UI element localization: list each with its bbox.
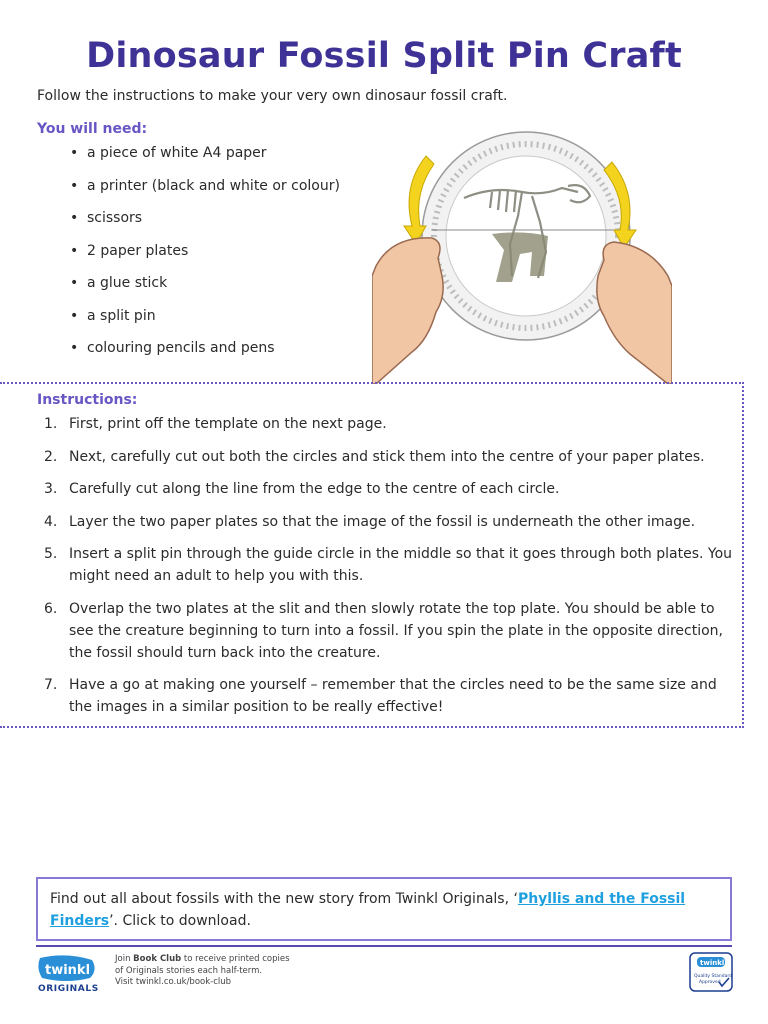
instruction-step — [44, 478, 734, 500]
instruction-step — [44, 511, 734, 533]
list-item-text: a split pin — [87, 307, 156, 324]
step-text: Next, carefully cut out both the circles and stick them into the centre of your paper plates. — [69, 448, 705, 465]
list-item-text: a glue stick — [87, 275, 168, 291]
bullet: • — [70, 210, 79, 226]
step-text: Have a go at making one yourself – remember that the circles need to be the same size and the images in a similar position to be really effective! — [69, 677, 717, 715]
twinkl-originals-logo — [36, 954, 100, 994]
left-hand-icon — [372, 238, 443, 384]
list-item-text: colouring pencils and pens — [87, 340, 275, 356]
svg-text:twinkl: twinkl — [45, 963, 91, 978]
bullet: • — [70, 275, 79, 291]
instruction-step — [44, 674, 734, 718]
story-download-link[interactable]: Phyllis and the Fossil Finders — [50, 891, 686, 929]
right-hand-icon — [597, 242, 672, 384]
list-item — [70, 176, 340, 209]
footer-text: of Originals stories each half-term. — [115, 965, 263, 976]
footer-text: to receive printed copies — [181, 954, 290, 964]
step-text: Overlap the two plates at the slit and then slowly rotate the top plate. You should be able to see the creature beginning to turn into a fossil. If you spin the plate in the opposite direction, the fossil should turn back into the creature. — [69, 600, 723, 661]
list-item — [70, 273, 340, 306]
list-item — [70, 143, 340, 176]
promo-text-before: Find out all about fossils with the new story from Twinkl Originals, ‘ — [50, 891, 518, 907]
step-number: 5. — [44, 546, 58, 562]
step-text: Layer the two paper plates so that the image of the fossil is underneath the other image. — [69, 513, 696, 530]
materials-list — [70, 143, 340, 371]
list-item — [70, 208, 340, 241]
page-title: Dinosaur Fossil Split Pin Craft — [86, 36, 682, 76]
list-item-text: a piece of white A4 paper — [87, 145, 267, 161]
list-item-text: scissors — [87, 210, 143, 226]
svg-text:Approved: Approved — [699, 980, 721, 985]
instructions-heading: Instructions: — [37, 392, 138, 408]
step-number: 3. — [44, 481, 58, 497]
instruction-step — [44, 543, 734, 587]
svg-text:ORIGINALS: ORIGINALS — [38, 984, 99, 994]
you-will-need-heading: You will need: — [37, 121, 148, 137]
bullet: • — [70, 145, 79, 161]
book-club-label: Book Club — [133, 954, 182, 964]
list-item — [70, 241, 340, 274]
instruction-step — [44, 446, 734, 468]
quality-standard-badge — [689, 952, 733, 992]
intro-text: Follow the instructions to make your very own dinosaur fossil craft. — [37, 88, 508, 104]
list-item — [70, 338, 340, 371]
bullet: • — [70, 242, 79, 259]
step-text: Carefully cut along the line from the edge to the centre of each circle. — [69, 481, 560, 497]
svg-text:twinkl: twinkl — [700, 959, 725, 967]
step-number: 7. — [44, 677, 58, 693]
step-number: 6. — [44, 600, 58, 617]
instruction-step — [44, 598, 734, 664]
paper-plate-craft-illustration — [372, 126, 672, 384]
step-text: Insert a split pin through the guide circle in the middle so that it goes through both plates. You might need an adult to help you with this. — [69, 546, 733, 584]
footer-text: Join — [115, 954, 134, 964]
step-text: First, print off the template on the next page. — [69, 416, 387, 432]
svg-text:Quality Standard: Quality Standard — [694, 974, 732, 979]
step-number: 1. — [44, 416, 58, 432]
step-number: 4. — [44, 513, 58, 530]
footer-divider — [36, 945, 732, 947]
list-item-text: 2 paper plates — [87, 242, 189, 259]
bullet: • — [70, 307, 79, 324]
footer-url-text: Visit twinkl.co.uk/book-club — [115, 977, 232, 987]
instructions-list — [44, 413, 734, 718]
list-item — [70, 306, 340, 339]
story-promo-box — [36, 877, 732, 941]
promo-text-after: ’. Click to download. — [109, 913, 251, 929]
instruction-step — [44, 413, 734, 435]
book-club-footer — [115, 954, 290, 989]
bullet: • — [70, 177, 79, 194]
list-item-text: a printer (black and white or colour) — [87, 177, 340, 194]
step-number: 2. — [44, 448, 58, 465]
bullet: • — [70, 340, 79, 356]
